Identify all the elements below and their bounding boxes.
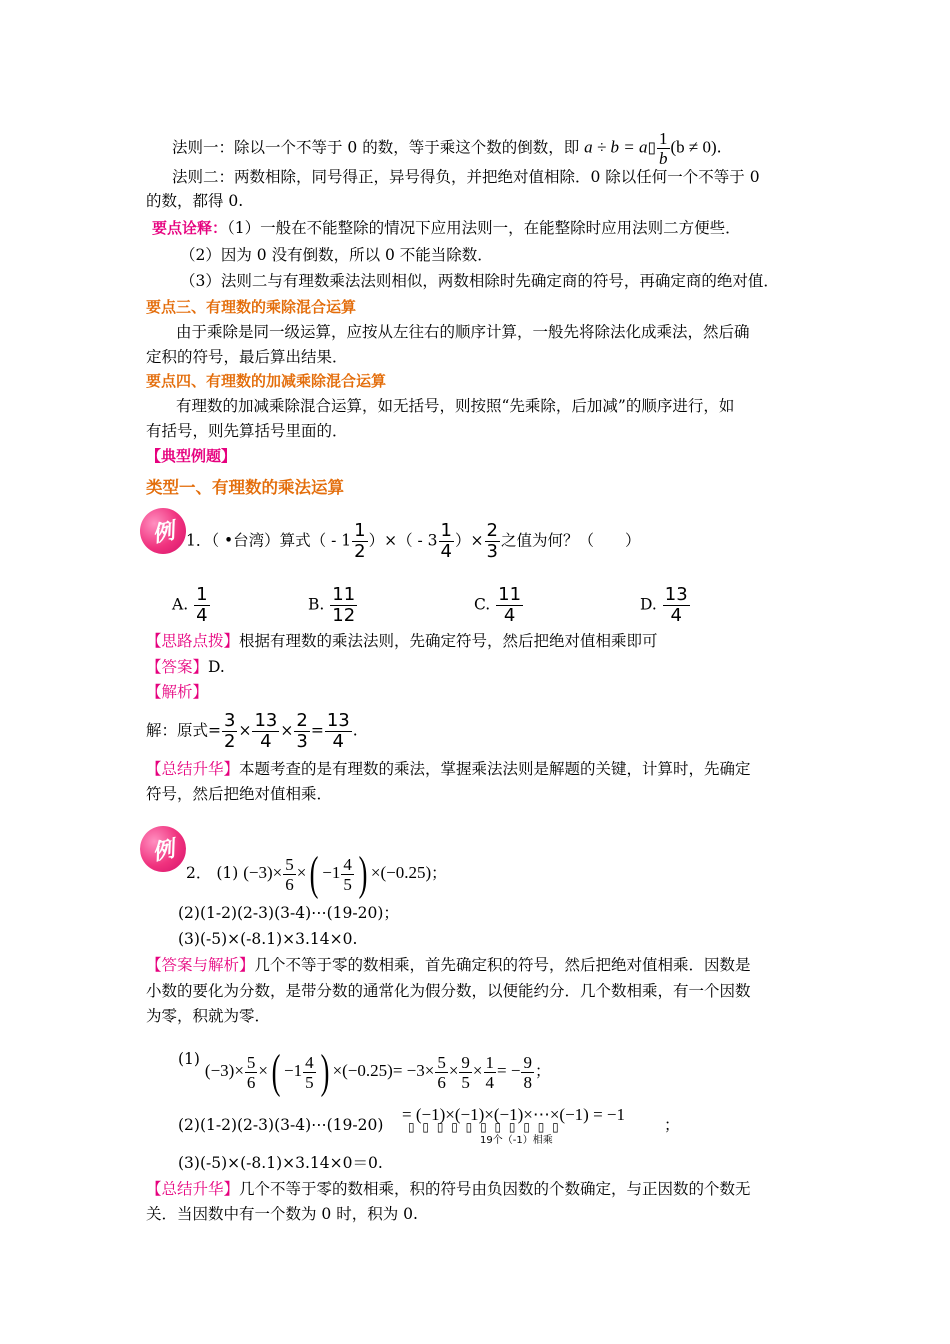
summary-1-text: 本题考查的是有理数的乘法，掌握乘法法则是解题的关键，计算时，先确定 (239, 760, 751, 778)
ex2-s1-expr-a: (−3)× (204, 1061, 244, 1080)
option-b[interactable] (308, 586, 358, 625)
rule2-line1: 法则二：两数相除，同号得正，异号得负，并把绝对值相除．0 除以任何一个不等于 0 (172, 168, 760, 186)
rule1-condition: (b ≠ 0) (670, 137, 717, 157)
ex2-mixed-frac: $\frac{4}{5}$ (343, 854, 352, 894)
ex2-summary-line1 (146, 1178, 751, 1200)
ex2-question (186, 847, 447, 900)
ex2-s1-r3: $\frac{1}{4}$ (485, 1052, 495, 1092)
sol-end: . (352, 721, 358, 740)
option-d-value: $\frac{13}{4}$ (664, 584, 688, 626)
ex2-s1-t1: × (448, 1061, 459, 1080)
sol-frac1: $\frac{3}{2}$ (224, 710, 236, 752)
point4-line1: 有理数的加减乘除混合运算，如无括号，则按照“先乘除，后加减”的顺序进行，如 (176, 397, 735, 415)
ex2-s1-rhs: = −3× (392, 1061, 435, 1080)
type1-title: 类型一、有理数的乘法运算 (146, 478, 344, 497)
note-3: （3）法则二与有理数乘法法则相似，两数相除时先确定商的符号，再确定商的绝对值． (180, 272, 779, 290)
ex1-lead: 1．（ •台湾）算式（ - 1 (186, 531, 352, 550)
option-b-value: $\frac{11}{12}$ (332, 584, 356, 626)
ex2-s1-label: (1) (178, 1050, 200, 1068)
ex2-expr-a: (−3)× (243, 863, 283, 882)
ex1-frac1: $\frac{1}{2}$ (354, 520, 366, 562)
ex2-times: × (296, 863, 307, 882)
sol-times2: × (280, 721, 294, 740)
notes-label: 要点诠释： (152, 219, 228, 237)
ex1-frac2: $\frac{1}{4}$ (440, 520, 452, 562)
ex2-answer-line3: 为零，积就为零． (146, 1007, 271, 1025)
sol-frac4: $\frac{13}{4}$ (326, 710, 350, 752)
ex2-s1-eq: = − (497, 1061, 521, 1080)
examples-heading: 【典型例题】 (146, 447, 237, 465)
ex2-lead: 2． (186, 864, 212, 882)
ex2-solution-2-boxes: ▯ ▯ ▯ ▯ ▯ ▯ ▯ ▯ ▯ ▯ ▯ (408, 1120, 561, 1134)
sol-frac2: $\frac{13}{4}$ (254, 710, 278, 752)
ex2-semi: ； (431, 864, 447, 882)
answer-label: 【答案】 (146, 658, 209, 676)
sol-eq: = (310, 721, 324, 740)
ex1-solution (146, 712, 358, 751)
note-2: （2）因为 0 没有倒数，所以 0 不能当除数． (180, 246, 493, 264)
ex1-frac3: $\frac{2}{3}$ (486, 520, 498, 562)
point4-line2: 有括号，则先算括号里面的． (146, 422, 348, 440)
ex2-mixed-whole: −1 (322, 863, 341, 882)
summary-label-1: 【总结升华】 (146, 760, 240, 778)
answer-text: D. (208, 658, 225, 676)
ex2-s1-mixed-frac: $\frac{4}{5}$ (305, 1052, 314, 1092)
ex2-expr-b: ×(−0.25) (370, 863, 432, 882)
ex1-hint (146, 630, 658, 652)
ex2-s1-mixed-whole: −1 (283, 1061, 303, 1080)
ex2-paren-r: ) (358, 847, 368, 900)
ex2-solution-3: (3)(-5)×(-8.1)×3.14×0＝0. (178, 1154, 383, 1172)
ex1-mid1: ）×（ - 3 (368, 531, 438, 550)
ex2-summary-line2: 关．当因数中有一个数为 0 时，积为 0. (146, 1205, 418, 1223)
rule1-fraction: $\frac{1}{b}$ (659, 129, 668, 168)
option-a-value: $\frac{1}{4}$ (196, 584, 208, 626)
ex2-paren-l: ( (309, 847, 319, 900)
summary-label-2: 【总结升华】 (146, 1180, 240, 1198)
ex2-s1-times: × (258, 1061, 268, 1080)
ex2-s1-expr-b: ×(−0.25) (332, 1061, 393, 1080)
option-c-value: $\frac{11}{4}$ (498, 584, 522, 626)
option-d[interactable] (640, 586, 691, 625)
point4-title: 要点四、有理数的加减乘除混合运算 (146, 372, 387, 390)
ex2-s1-r2: $\frac{9}{5}$ (461, 1052, 470, 1092)
ex1-question (186, 522, 640, 561)
ex2-s1-r1: $\frac{5}{6}$ (437, 1052, 446, 1092)
option-c[interactable] (474, 586, 524, 625)
rule2-line2: 的数，都得 0. (146, 192, 244, 210)
ex2-p1: (1) (216, 864, 239, 882)
ex2-part3: (3)(-5)×(-8.1)×3.14×0. (178, 930, 358, 948)
ex2-s1-r4: $\frac{9}{8}$ (523, 1052, 532, 1092)
ex1-summary-line1 (146, 758, 751, 780)
ex2-answer-label: 【答案与解析】 (146, 956, 255, 974)
ex1-summary-line2: 符号，然后把绝对值相乘． (146, 785, 333, 803)
ex1-answer (146, 656, 225, 678)
hint-text: 根据有理数的乘法法则，先确定符号，然后把绝对值相乘即可 (239, 632, 658, 650)
ex2-s1-paren-l: ( (271, 1045, 281, 1098)
option-c-label: C. (474, 595, 491, 614)
ex2-answer-line2: 小数的要化为分数，是带分数的通常化为假分数，以便能约分．几个数相乘，有一个因数 (146, 982, 751, 1000)
summary-2-text: 几个不等于零的数相乘，积的符号由负因数的个数确定，与正因数的个数无 (239, 1180, 751, 1198)
option-d-label: D. (640, 595, 657, 614)
example-badge-1: 例 (136, 504, 191, 559)
ex1-mid2: ）× (455, 531, 484, 550)
ex2-solution-2-note: 19个（-1）相乘 (480, 1135, 553, 1146)
ex1-tail: 之值为何？（ ） (500, 531, 641, 550)
notes-line1 (152, 217, 741, 239)
sol-times1: × (238, 721, 252, 740)
ex2-s1-t2: × (472, 1061, 483, 1080)
rule1-box: ▯ (647, 138, 656, 157)
ex2-s1-frac: $\frac{5}{6}$ (246, 1052, 256, 1092)
option-b-label: B. (308, 595, 325, 614)
ex2-answer-1: 几个不等于零的数相乘，首先确定积的符号，然后把绝对值相乘．因数是 (254, 956, 751, 974)
ex2-solution-1 (178, 1045, 551, 1098)
ex2-solution-2-rhs: = (−1)×(−1)×(−1)×⋯×(−1) = −1 (402, 1105, 626, 1124)
analysis-label: 【解析】 (146, 683, 209, 701)
ex2-s1-semi: ； (534, 1062, 551, 1080)
rule1-line (172, 130, 722, 167)
example-badge-2: 例 (136, 822, 191, 877)
ex2-answer-line1 (146, 954, 751, 976)
sol-frac3: $\frac{2}{3}$ (296, 710, 308, 752)
option-a-label: A. (172, 595, 189, 614)
point3-title: 要点三、有理数的乘除混合运算 (146, 298, 357, 316)
note-1: （1）一般在不能整除的情况下应用法则一，在能整除时应用法则二方便些． (227, 219, 741, 237)
rule1-text: 法则一：除以一个不等于 0 的数，等于乘这个数的倒数，即 (172, 138, 580, 157)
ex2-solution-2-label: (2)(1-2)(2-3)(3-4)⋯(19-20) (178, 1116, 384, 1134)
point3-line2: 定积的符号，最后算出结果． (146, 348, 348, 366)
ex2-solution-2-semi: ； (664, 1116, 680, 1134)
hint-label: 【思路点拨】 (146, 632, 240, 650)
ex2-frac: $\frac{5}{6}$ (285, 854, 294, 894)
ex2-part2: (2)(1-2)(2-3)(3-4)⋯(19-20)； (178, 904, 399, 922)
point3-line1: 由于乘除是同一级运算，应按从左往右的顺序计算，一般先将除法化成乘法，然后确 (176, 323, 750, 341)
ex2-s1-paren-r: ) (320, 1045, 329, 1098)
rule1-formula: a ÷ b = a (584, 137, 648, 157)
solution-lead: 解：原式= (146, 721, 221, 740)
option-a[interactable] (172, 586, 211, 625)
rule1-end: . (716, 138, 722, 157)
